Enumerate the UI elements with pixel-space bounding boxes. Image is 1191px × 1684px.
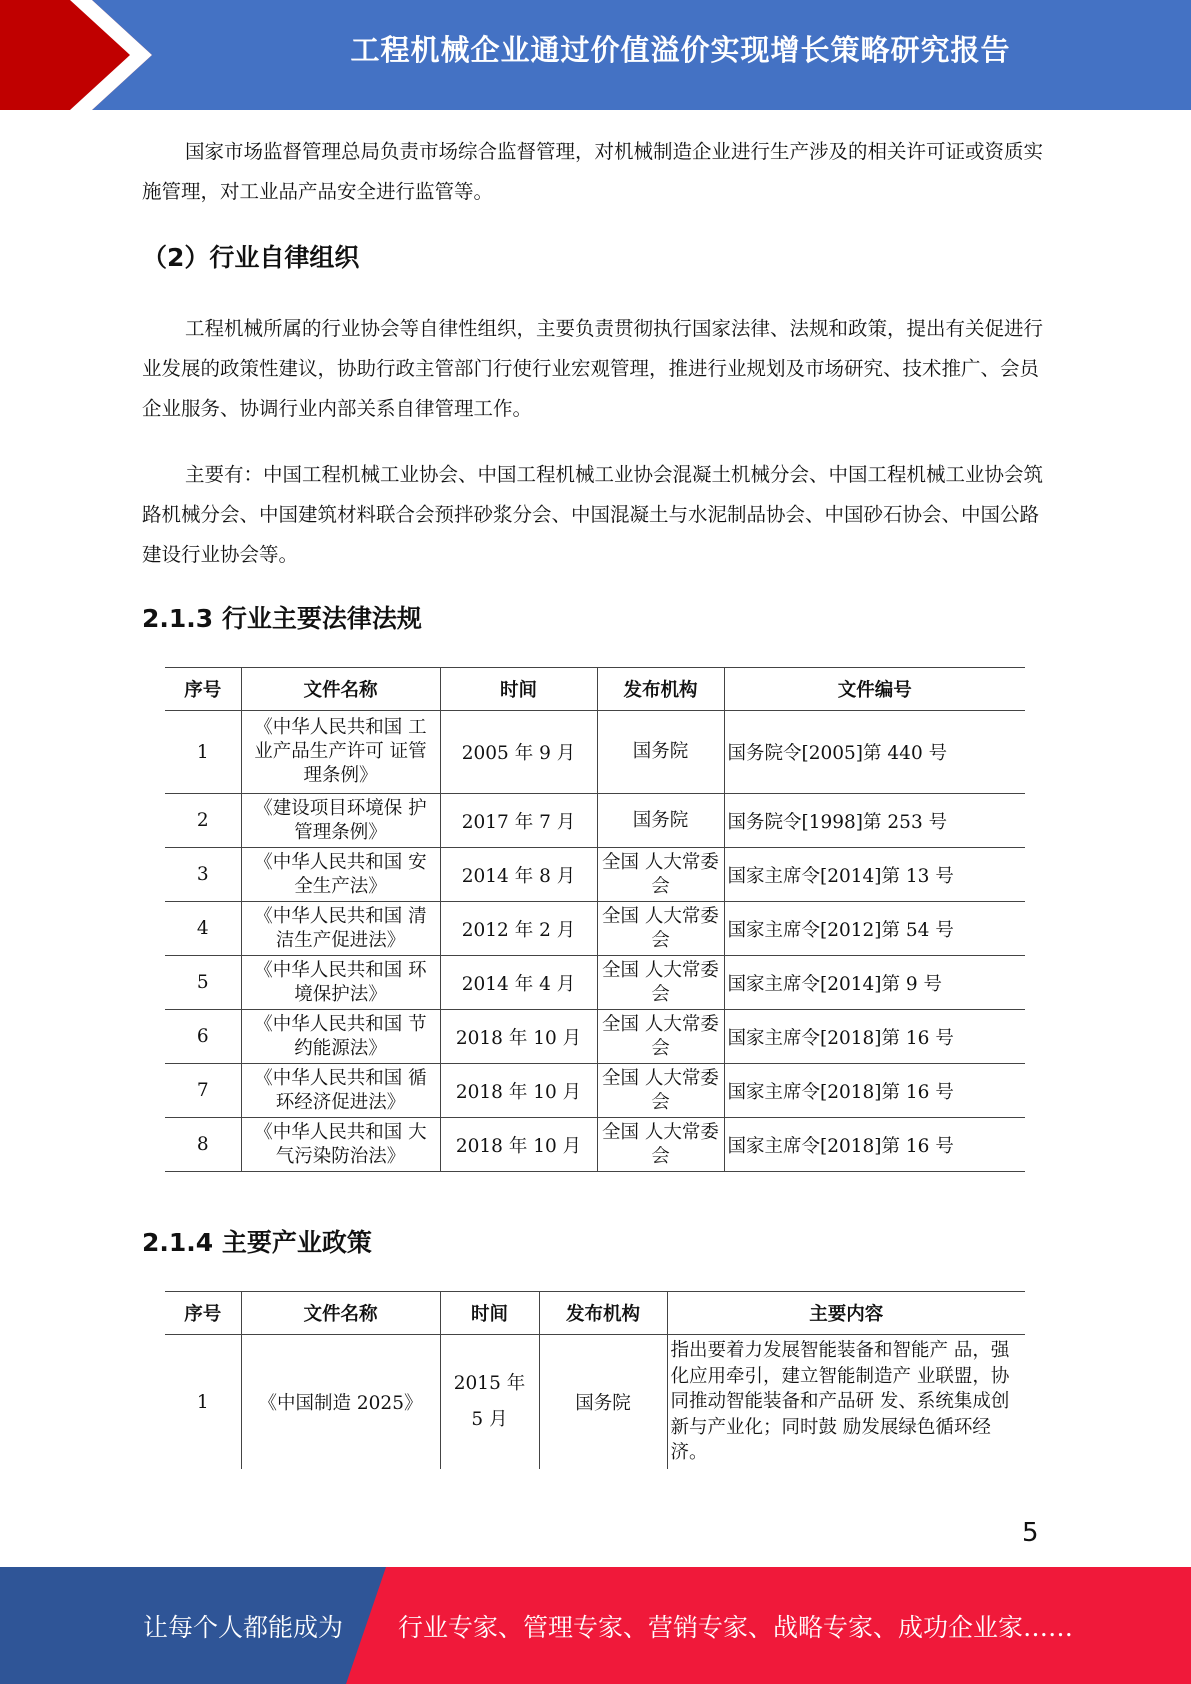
row-issuer: 全国 人大常委会 (597, 848, 724, 902)
row-date: 2015 年 5 月 (440, 1335, 539, 1470)
row-date: 2014 年 8 月 (440, 848, 597, 902)
row-doc-name: 《中华人民共和国 节约能源法》 (241, 1010, 440, 1064)
page-footer (0, 1567, 1191, 1684)
table-row (165, 956, 1025, 1010)
table-row (165, 711, 1025, 794)
row-index: 1 (165, 1335, 241, 1470)
policy-header-date: 时间 (440, 1292, 539, 1335)
row-doc-name: 《中华人民共和国 安全生产法》 (241, 848, 440, 902)
laws-header-issuer: 发布机构 (597, 668, 724, 711)
footer-slogan-left: 让每个人都能成为 (143, 1613, 344, 1642)
row-doc-no: 国家主席令[2014]第 9 号 (724, 956, 1025, 1010)
row-date: 2005 年 9 月 (440, 711, 597, 794)
row-main-content: 指出要着力发展智能装备和智能产 品，强化应用牵引，建立智能制造产 业联盟，协同推动智能装备和产品研 发、系统集成创新与产业化；同时鼓 励发展绿色循环经济。 (667, 1335, 1025, 1470)
row-doc-no: 国家主席令[2018]第 16 号 (724, 1064, 1025, 1118)
row-date: 2014 年 4 月 (440, 956, 597, 1010)
laws-header-index: 序号 (165, 668, 241, 711)
table-row (165, 902, 1025, 956)
footer-slogan-right: 行业专家、管理专家、营销专家、战略专家、成功企业家…… (398, 1613, 1074, 1642)
row-index: 3 (165, 848, 241, 902)
row-date: 2018 年 10 月 (440, 1010, 597, 1064)
row-index: 7 (165, 1064, 241, 1118)
row-doc-no: 国家主席令[2018]第 16 号 (724, 1118, 1025, 1172)
laws-header-doc-no: 文件编号 (724, 668, 1025, 711)
row-issuer: 国务院 (597, 711, 724, 794)
row-doc-name: 《中国制造 2025》 (241, 1335, 440, 1470)
row-issuer: 全国 人大常委会 (597, 1010, 724, 1064)
paragraph-association-list: 主要有：中国工程机械工业协会、中国工程机械工业协会混凝土机械分会、中国工程机械工业协会筑路机械分会、中国建筑材料联合会预拌砂浆分会、中国混凝土与水泥制品协会、中国砂石协会、中国公路建设行业协会等。 (142, 463, 1044, 566)
row-issuer: 国务院 (539, 1335, 667, 1470)
row-index: 8 (165, 1118, 241, 1172)
row-index: 1 (165, 711, 241, 794)
laws-header-name: 文件名称 (241, 668, 440, 711)
row-doc-no: 国家主席令[2012]第 54 号 (724, 902, 1025, 956)
table-row (165, 848, 1025, 902)
row-doc-name: 《中华人民共和国 清洁生产促进法》 (241, 902, 440, 956)
row-index: 2 (165, 794, 241, 848)
row-doc-no: 国家主席令[2018]第 16 号 (724, 1010, 1025, 1064)
row-doc-no: 国家主席令[2014]第 13 号 (724, 848, 1025, 902)
policy-header-content: 主要内容 (667, 1292, 1025, 1335)
row-doc-name: 《中华人民共和国 循环经济促进法》 (241, 1064, 440, 1118)
policy-table (165, 1291, 1025, 1469)
heading-self-regulation: （2）行业自律组织 (142, 243, 360, 272)
row-issuer: 全国 人大常委会 (597, 902, 724, 956)
laws-header-date: 时间 (440, 668, 597, 711)
row-index: 4 (165, 902, 241, 956)
page-number: 5 (1022, 1518, 1039, 1548)
row-date: 2012 年 2 月 (440, 902, 597, 956)
row-doc-name: 《中华人民共和国 大气污染防治法》 (241, 1118, 440, 1172)
paragraph-industry-associations: 工程机械所属的行业协会等自律性组织，主要负责贯彻执行国家法律、法规和政策，提出有关促进行业发展的政策性建议，协助行政主管部门行使行业宏观管理，推进行业规划及市场研究、技术推广、会员企业服务、协调行业内部关系自律管理工作。 (142, 317, 1044, 420)
row-index: 5 (165, 956, 241, 1010)
policy-table-header-row (165, 1292, 1025, 1335)
row-doc-name: 《建设项目环境保 护管理条例》 (241, 794, 440, 848)
policy-header-index: 序号 (165, 1292, 241, 1335)
table-row (165, 1010, 1025, 1064)
policy-header-name: 文件名称 (241, 1292, 440, 1335)
row-date: 2017 年 7 月 (440, 794, 597, 848)
row-index: 6 (165, 1010, 241, 1064)
row-doc-name: 《中华人民共和国 工业产品生产许可 证管理条例》 (241, 711, 440, 794)
laws-table-header-row (165, 668, 1025, 711)
row-doc-name: 《中华人民共和国 环境保护法》 (241, 956, 440, 1010)
heading-policies: 2.1.4 主要产业政策 (142, 1228, 372, 1257)
row-issuer: 全国 人大常委会 (597, 1118, 724, 1172)
heading-laws: 2.1.3 行业主要法律法规 (142, 604, 422, 633)
row-date: 2018 年 10 月 (440, 1064, 597, 1118)
table-row (165, 1335, 1025, 1470)
table-row (165, 794, 1025, 848)
laws-table (165, 667, 1025, 1172)
row-issuer: 全国 人大常委会 (597, 956, 724, 1010)
row-doc-no: 国务院令[2005]第 440 号 (724, 711, 1025, 794)
policy-header-issuer: 发布机构 (539, 1292, 667, 1335)
row-issuer: 全国 人大常委会 (597, 1064, 724, 1118)
row-issuer: 国务院 (597, 794, 724, 848)
page-header (0, 0, 1191, 110)
table-row (165, 1064, 1025, 1118)
report-title: 工程机械企业通过价值溢价实现增长策略研究报告 (350, 33, 1011, 67)
row-doc-no: 国务院令[1998]第 253 号 (724, 794, 1025, 848)
paragraph-market-supervision: 国家市场监督管理总局负责市场综合监督管理，对机械制造企业进行生产涉及的相关许可证或资质实施管理，对工业品产品安全进行监管等。 (142, 140, 1044, 203)
table-row (165, 1118, 1025, 1172)
row-date: 2018 年 10 月 (440, 1118, 597, 1172)
